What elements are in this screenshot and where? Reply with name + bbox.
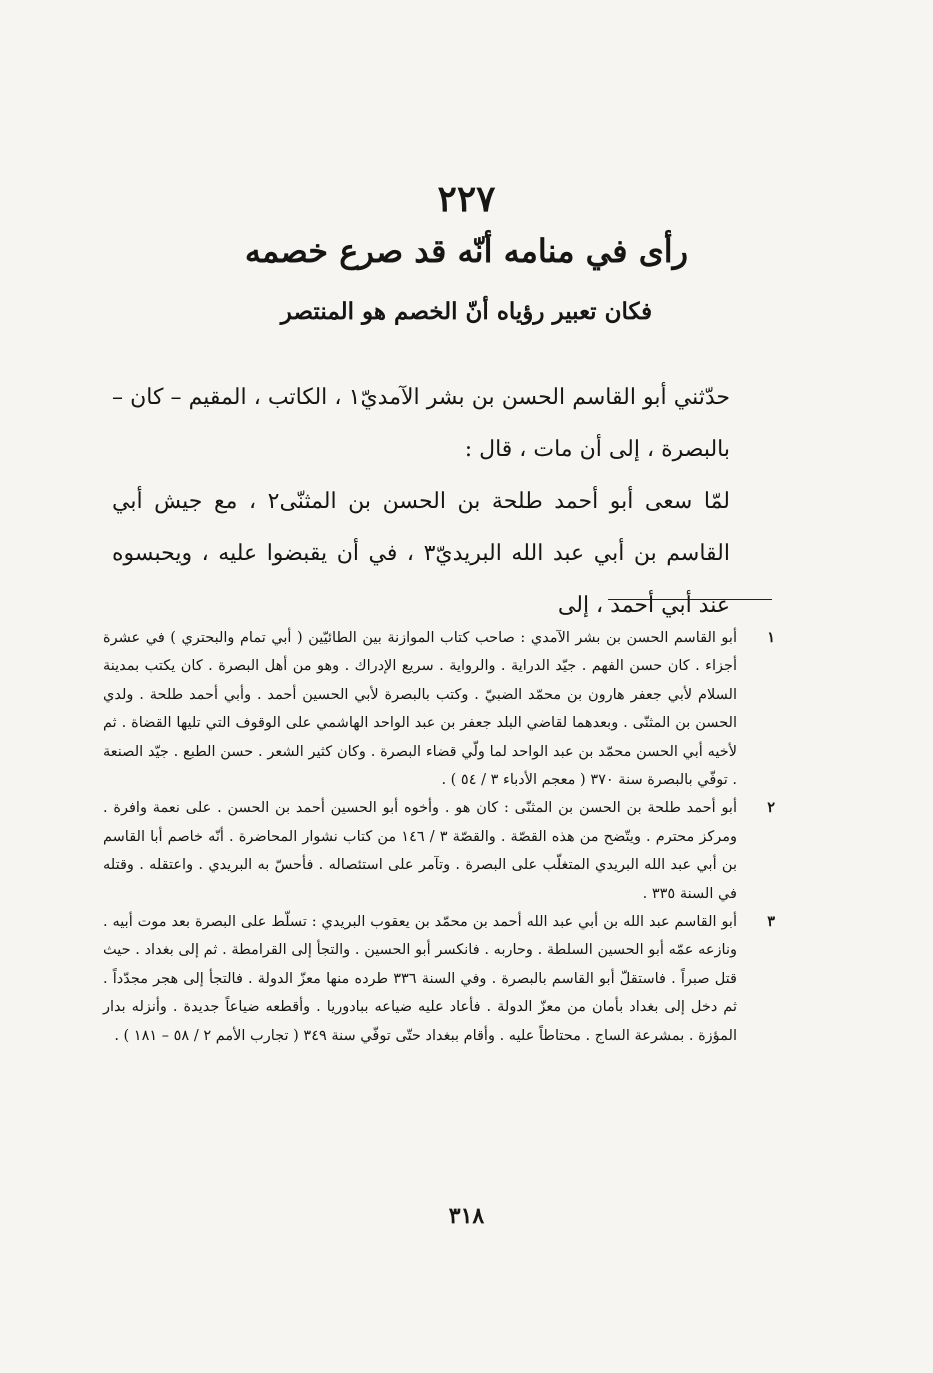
section-number: ٢٢٧ [437, 178, 496, 220]
body-paragraph: لمّا سعى أبو أحمد طلحة بن الحسن بن المثنّى٢ ، مع جيش أبي القاسم بن أبي عبد الله البريديّ٣ ، في أن يقبضوا عليه ، ويحبسوه عند أبي أحمد ، إلى [112, 489, 730, 618]
page-number: ٣١٨ [448, 1203, 485, 1229]
footnote [103, 908, 775, 1050]
footnote-text: أبو القاسم عبد الله بن أبي عبد الله أحمد بن محمّد بن يعقوب البريدي : تسلّط على البصرة بعد موت أبيه . ونازعه عمّه أبو الحسين السلطة . وحاربه . فانكسر أبو الحسين . والتجأ إلى القرامطة . ثم إلى بغداد . حيث قتل صبراً . فاستقلّ أبو القاسم بالبصرة . وفي السنة ٣٣٦ طرده منها معزّ الدولة . فالتجأ إلى هجر مجدّداً . ثم دخل إلى بغداد بأمان من معزّ الدولة . فأعاد عليه ضياعه ببادوريا . وأقطعه ضياعاً جديدة . وأنزله بدار المؤزة . بمشرعة الساج . محتاطاً عليه . وأقام ببغداد حتّى توفّي سنة ٣٤٩ ( تجارب الأمم ٢ / ٥٨ – ١٨١ ) . [103, 914, 737, 1044]
body-paragraph: حدّثني أبو القاسم الحسن بن بشر الآمديّ١ ، الكاتب ، المقيم – كان – بالبصرة ، إلى أن مات ، قال : [112, 385, 730, 462]
story-subtitle: فكان تعبير رؤياه أنّ الخصم هو المنتصر [280, 298, 653, 325]
footnote-text: أبو القاسم الحسن بن بشر الآمدي : صاحب كتاب الموازنة بين الطائيّين ( أبي تمام والبحتري ) في عشرة أجزاء . كان حسن الفهم . جيّد الدراية . والرواية . سريع الإدراك . وهو من أهل البصرة . كان يكتب بمدينة السلام لأبي جعفر هارون بن محمّد الضبيّ . وكتب بالبصرة لأبي الحسين أحمد . وأبي أحمد طلحة . ولدي الحسن بن المثنّى . وبعدهما لقاضي البلد جعفر بن عبد الواحد الهاشمي على الوقوف التي تليها القضاة . ثم لأخيه أبي الحسن محمّد بن عبد الواحد لما ولّي قضاء البصرة . وكان كثير الشعر . حسن الطبع . جيّد الصنعة . توفّي بالبصرة سنة ٣٧٠ ( معجم الأدباء ٣ / ٥٤ ) . [103, 630, 737, 789]
footnote-separator [608, 599, 772, 600]
footnotes [103, 624, 775, 1050]
footnote-number: ١ [767, 629, 775, 646]
footnote [103, 624, 775, 794]
footnote-number: ٢ [767, 799, 775, 817]
footnote [103, 794, 775, 908]
footnote-number: ٣ [767, 913, 775, 931]
footnote-text: أبو أحمد طلحة بن الحسن بن المثنّى : كان هو . وأخوه أبو الحسين أحمد بن الحسن . على نعمة وافرة . ومركز محترم . ويتّضح من هذه القصّة . والقصّة ٣ / ١٤٦ من كتاب نشوار المحاضرة . أنّه خاصم أبا القاسم بن أبي عبد الله البريدي المتغلّب على البصرة . وتآمر على استئصاله . فأحسّ به البريدي . واعتقله . وقتله في السنة ٣٣٥ . [103, 800, 738, 902]
story-title: رأى في منامه أنّه قد صرع خصمه [244, 232, 689, 270]
